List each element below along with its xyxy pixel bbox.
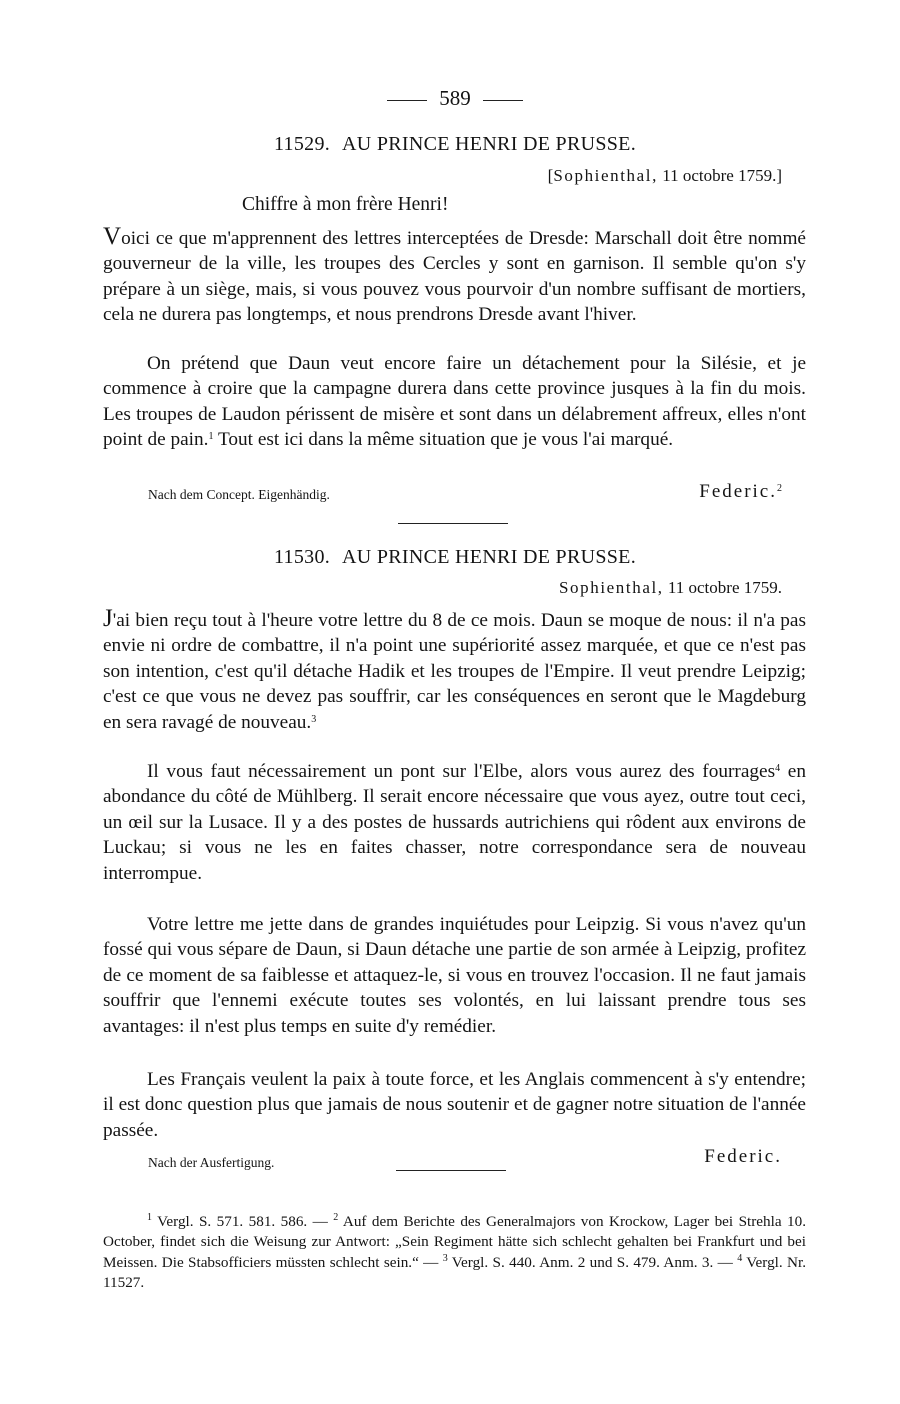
letter-1-number: 11529. bbox=[273, 133, 331, 155]
letter-1-paragraph-2-text: On prétend que Daun veut encore faire un détachement pour la Silésie, et je commence à croire que la campagne durera dans cette province jusques à la fin du mois. Les troupes de Laudon périssent de misère et sont dans un délabrement affreux, elles n'ont point de pain. bbox=[103, 353, 806, 451]
letter-1-dateline bbox=[548, 166, 782, 186]
letter-2-signature: Federic. bbox=[704, 1146, 782, 1167]
footnote-ref-4: 4 bbox=[775, 763, 781, 774]
footnote-1-text: Vergl. S. 571. 581. 586. — bbox=[152, 1213, 334, 1230]
letter-2-date-place: Sophienthal, bbox=[558, 578, 664, 597]
letter-2-paragraph-3: Votre lettre me jette dans de grandes inquiétudes pour Leipzig. Si vous n'avez qu'un fossé qui vous sépare de Daun, si Daun détache une partie de son armée à Leipzig, profitez de ce moment de sa faiblesse et attaquez-le, si vous en trouvez l'occasion. Il ne faut jamais souffrir que l'ennemi exécute toutes ses volontés, en lui laissant prendre tous ses avantages: il n'est plus temps en suite d'y remédier. bbox=[103, 914, 806, 1037]
letter-1-heading bbox=[0, 133, 900, 156]
page-number-text: 589 bbox=[439, 86, 471, 110]
letter-2-paragraph-4: Les Français veulent la paix à toute force, et les Anglais commencent à s'y entendre; il est donc question plus que jamais de nous soutenir et de gagner notre situation de l'année passée. bbox=[103, 1069, 806, 1141]
footnote-4-text: Vergl. Nr. 11527. bbox=[103, 1253, 807, 1291]
letter-1-date: 11 octobre 1759.] bbox=[657, 166, 782, 185]
letter-1-paragraph-2-tail: Tout est ici dans la même situation que je vous l'ai marqué. bbox=[213, 429, 674, 451]
letter-1-paragraph-2 bbox=[103, 351, 806, 453]
letter-1-paragraph-1 bbox=[103, 224, 806, 328]
footnote-ref-3: 3 bbox=[311, 713, 317, 725]
letter-2-initial: J bbox=[103, 605, 113, 632]
footnote-ref-1: 1 bbox=[208, 431, 214, 443]
letter-1-source: Nach dem Concept. Eigenhändig. bbox=[148, 487, 330, 502]
footnote-2-text: Auf dem Berichte des Generalmajors von Krockow, Lager bei Strehla 10. October, findet sich die Weisung zur Antwort: „Sein Regiment hätte sich schlecht gehalten bei Frankfurt und bei Meissen. Die Stabsofficiers müssten schlecht sein.“ — bbox=[103, 1213, 806, 1271]
letter-1-paragraph-1-text: oici ce que m'apprennent des lettres interceptées de Dresde: Marschall doit être nommé gouverneur de la ville, les troupes des Cercles y sont en garnison. Il semble qu'on s'y prépare à un siège, mais, si vous pouvez vous pourvoir d'un nombre suffisant de mortiers, cela ne durera pas longtemps, et nous prendrons Dresde avant l'hiver. bbox=[103, 228, 806, 326]
footnote-divider bbox=[396, 1170, 506, 1171]
footnote-1-marker: 1 bbox=[147, 1212, 152, 1223]
letter-1-signature bbox=[699, 481, 782, 503]
letter-2-paragraph-2 bbox=[103, 759, 806, 886]
letter-1-date-bracket: [ bbox=[547, 166, 554, 185]
letter-2-date: 11 octobre 1759. bbox=[663, 578, 782, 597]
footnote-3-marker: 3 bbox=[442, 1252, 448, 1264]
letter-2-dateline bbox=[559, 578, 782, 598]
letter-2-addressee: AU PRINCE HENRI DE PRUSSE. bbox=[342, 546, 636, 568]
letter-2-paragraph-1 bbox=[103, 606, 806, 735]
footnote-2-marker: 2 bbox=[333, 1212, 339, 1223]
page-number-dash-left bbox=[387, 100, 427, 101]
footnote-3-text: Vergl. S. 440. Anm. 2 und S. 479. Anm. 3. — bbox=[447, 1253, 738, 1271]
letter-1-addressee: AU PRINCE HENRI DE PRUSSE. bbox=[342, 133, 636, 155]
footnote-4-marker: 4 bbox=[737, 1252, 743, 1264]
section-divider bbox=[398, 523, 508, 524]
letter-1-salutation: Chiffre à mon frère Henri! bbox=[242, 194, 449, 215]
page-number-dash-right bbox=[483, 100, 523, 101]
letter-2-heading bbox=[0, 546, 900, 569]
footnotes bbox=[103, 1212, 806, 1293]
letter-1-date-place: Sophienthal, bbox=[553, 166, 658, 185]
letter-1-initial: V bbox=[103, 223, 122, 250]
page-number bbox=[0, 86, 900, 111]
footnote-ref-2: 2 bbox=[777, 483, 782, 494]
letter-2-source: Nach der Ausfertigung. bbox=[148, 1155, 275, 1170]
letter-2-paragraph-2-text: Il vous faut nécessairement un pont sur l'Elbe, alors vous aurez des fourrages bbox=[147, 761, 776, 782]
letter-2-number: 11530. bbox=[273, 546, 331, 568]
letter-1-signature-text: Federic. bbox=[699, 481, 777, 502]
letter-2-paragraph-2-tail: en abondance du côté de Mühlberg. Il serait encore nécessaire que vous ayez, outre tout ceci, un œil sur la Lusace. Il y a des postes de hussards autrichiens qui rôdent aux environs de Luckau; si vous ne les en faites chasser, notre correspondance sera de nouveau interrompue. bbox=[103, 761, 806, 884]
letter-2-paragraph-1-text: 'ai bien reçu tout à l'heure votre lettre du 8 de ce mois. Daun se moque de nous: il n'a pas envie ni ordre de combattre, il n'a point une supériorité assez marquée, et que ce n'est pas son intention, c'est qu'il détache Hadik et les troupes de l'Empire. Il veut prendre Leipzig; c'est ce que vous ne devez pas souffrir, car les conséquences en seront que le Magdeburg en sera ravagé de nouveau. bbox=[103, 610, 806, 733]
